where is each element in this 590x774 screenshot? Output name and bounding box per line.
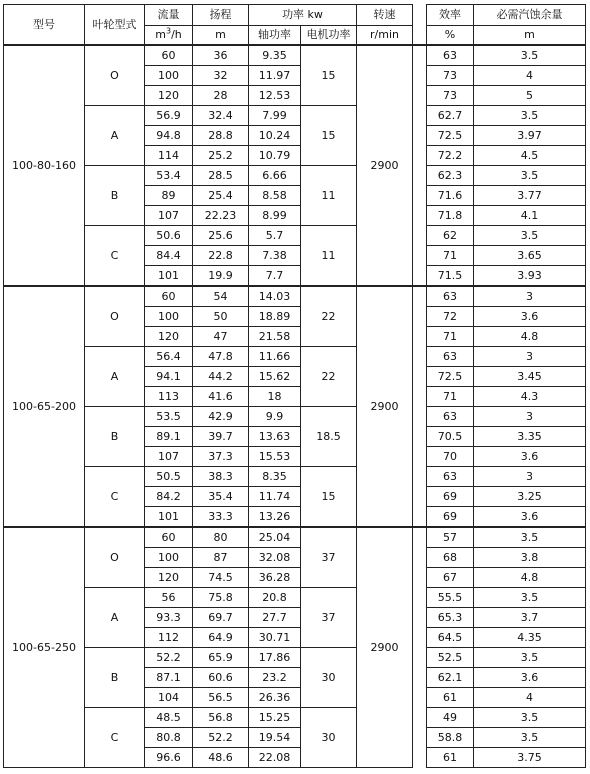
- motor-power-cell: 15: [301, 467, 357, 528]
- table-row: [4, 708, 586, 728]
- flow-cell: 60: [145, 286, 193, 307]
- npsh-cell: 3.5: [474, 527, 586, 548]
- unit-motor-power: 电机功率: [301, 26, 357, 46]
- motor-power-cell: 18.5: [301, 407, 357, 467]
- efficiency-cell: 49: [427, 708, 474, 728]
- shaft-power-cell: 12.53: [249, 86, 301, 106]
- shaft-power-cell: 22.08: [249, 748, 301, 768]
- header-power: 功率 kw: [249, 5, 357, 26]
- shaft-power-cell: 8.58: [249, 186, 301, 206]
- npsh-cell: 3.5: [474, 708, 586, 728]
- head-cell: 65.9: [193, 648, 249, 668]
- shaft-power-cell: 23.2: [249, 668, 301, 688]
- npsh-cell: 4.8: [474, 327, 586, 347]
- npsh-cell: 3.5: [474, 45, 586, 66]
- impeller-type-cell: A: [85, 588, 145, 648]
- table-row: [4, 407, 586, 427]
- npsh-cell: 3.75: [474, 748, 586, 768]
- unit-npsh: m: [474, 26, 586, 46]
- efficiency-cell: 71.8: [427, 206, 474, 226]
- flow-cell: 60: [145, 527, 193, 548]
- shaft-power-cell: 10.24: [249, 126, 301, 146]
- header-npsh: 必需汽蚀余量: [474, 5, 586, 26]
- efficiency-cell: 72: [427, 307, 474, 327]
- flow-cell: 94.1: [145, 367, 193, 387]
- unit-shaft-power: 轴功率: [249, 26, 301, 46]
- head-cell: 25.2: [193, 146, 249, 166]
- impeller-type-cell: O: [85, 45, 145, 106]
- table-row: [4, 588, 586, 608]
- table-row: [4, 286, 586, 307]
- head-cell: 32: [193, 66, 249, 86]
- efficiency-cell: 73: [427, 86, 474, 106]
- impeller-type-cell: B: [85, 166, 145, 226]
- efficiency-cell: 62.1: [427, 668, 474, 688]
- header-impeller: 叶轮型式: [85, 5, 145, 46]
- flow-cell: 120: [145, 327, 193, 347]
- shaft-power-cell: 18: [249, 387, 301, 407]
- efficiency-cell: 62: [427, 226, 474, 246]
- head-cell: 41.6: [193, 387, 249, 407]
- head-cell: 35.4: [193, 487, 249, 507]
- flow-cell: 84.4: [145, 246, 193, 266]
- efficiency-cell: 72.2: [427, 146, 474, 166]
- flow-cell: 56.4: [145, 347, 193, 367]
- efficiency-cell: 63: [427, 347, 474, 367]
- flow-cell: 104: [145, 688, 193, 708]
- efficiency-cell: 69: [427, 487, 474, 507]
- npsh-cell: 3.93: [474, 266, 586, 287]
- efficiency-cell: 70.5: [427, 427, 474, 447]
- table-row: [4, 106, 586, 126]
- head-cell: 42.9: [193, 407, 249, 427]
- table-row: [4, 226, 586, 246]
- header-efficiency: 效率: [427, 5, 474, 26]
- flow-cell: 89: [145, 186, 193, 206]
- efficiency-cell: 63: [427, 407, 474, 427]
- head-cell: 19.9: [193, 266, 249, 287]
- speed-cell: 2900: [357, 45, 413, 286]
- flow-cell: 100: [145, 548, 193, 568]
- shaft-power-cell: 9.35: [249, 45, 301, 66]
- npsh-cell: 3.5: [474, 166, 586, 186]
- head-cell: 50: [193, 307, 249, 327]
- head-cell: 80: [193, 527, 249, 548]
- npsh-cell: 3.45: [474, 367, 586, 387]
- speed-cell: 2900: [357, 527, 413, 768]
- unit-speed: r/min: [357, 26, 413, 46]
- head-cell: 39.7: [193, 427, 249, 447]
- efficiency-cell: 71.6: [427, 186, 474, 206]
- shaft-power-cell: 30.71: [249, 628, 301, 648]
- impeller-type-cell: O: [85, 527, 145, 588]
- npsh-cell: 4.3: [474, 387, 586, 407]
- head-cell: 37.3: [193, 447, 249, 467]
- head-cell: 64.9: [193, 628, 249, 648]
- flow-cell: 113: [145, 387, 193, 407]
- flow-cell: 100: [145, 66, 193, 86]
- flow-cell: 101: [145, 266, 193, 287]
- table-row: [4, 527, 586, 548]
- head-cell: 87: [193, 548, 249, 568]
- unit-flow-exponent: 3: [165, 26, 172, 36]
- impeller-type-cell: C: [85, 467, 145, 528]
- head-cell: 33.3: [193, 507, 249, 528]
- flow-cell: 114: [145, 146, 193, 166]
- shaft-power-cell: 7.38: [249, 246, 301, 266]
- pump-performance-table: [3, 4, 586, 768]
- efficiency-cell: 65.3: [427, 608, 474, 628]
- head-cell: 56.8: [193, 708, 249, 728]
- shaft-power-cell: 32.08: [249, 548, 301, 568]
- head-cell: 28.5: [193, 166, 249, 186]
- table-row: [4, 648, 586, 668]
- head-cell: 48.6: [193, 748, 249, 768]
- flow-cell: 53.5: [145, 407, 193, 427]
- header-head: 扬程: [193, 5, 249, 26]
- pump-spec-sheet: [3, 4, 585, 770]
- column-gap: [413, 286, 427, 527]
- flow-cell: 94.8: [145, 126, 193, 146]
- efficiency-cell: 67: [427, 568, 474, 588]
- shaft-power-cell: 17.86: [249, 648, 301, 668]
- head-cell: 25.4: [193, 186, 249, 206]
- efficiency-cell: 52.5: [427, 648, 474, 668]
- shaft-power-cell: 26.36: [249, 688, 301, 708]
- column-gap: [413, 527, 427, 768]
- head-cell: 69.7: [193, 608, 249, 628]
- npsh-cell: 3.35: [474, 427, 586, 447]
- npsh-cell: 3.5: [474, 226, 586, 246]
- head-cell: 75.8: [193, 588, 249, 608]
- npsh-cell: 3.6: [474, 447, 586, 467]
- model-cell: 100-65-200: [4, 286, 85, 527]
- flow-cell: 53.4: [145, 166, 193, 186]
- npsh-cell: 3.77: [474, 186, 586, 206]
- motor-power-cell: 22: [301, 347, 357, 407]
- shaft-power-cell: 15.53: [249, 447, 301, 467]
- head-cell: 74.5: [193, 568, 249, 588]
- shaft-power-cell: 27.7: [249, 608, 301, 628]
- efficiency-cell: 64.5: [427, 628, 474, 648]
- flow-cell: 96.6: [145, 748, 193, 768]
- shaft-power-cell: 10.79: [249, 146, 301, 166]
- head-cell: 28: [193, 86, 249, 106]
- shaft-power-cell: 7.99: [249, 106, 301, 126]
- unit-head: m: [193, 26, 249, 46]
- shaft-power-cell: 11.74: [249, 487, 301, 507]
- npsh-cell: 3.8: [474, 548, 586, 568]
- model-cell: 100-65-250: [4, 527, 85, 768]
- head-cell: 54: [193, 286, 249, 307]
- head-cell: 28.8: [193, 126, 249, 146]
- efficiency-cell: 62.7: [427, 106, 474, 126]
- column-gap: [413, 45, 427, 286]
- shaft-power-cell: 19.54: [249, 728, 301, 748]
- flow-cell: 120: [145, 568, 193, 588]
- unit-flow: [145, 26, 193, 46]
- shaft-power-cell: 14.03: [249, 286, 301, 307]
- header-row: [4, 5, 586, 26]
- motor-power-cell: 15: [301, 45, 357, 106]
- shaft-power-cell: 20.8: [249, 588, 301, 608]
- npsh-cell: 3.6: [474, 507, 586, 528]
- table-row: [4, 467, 586, 487]
- model-cell: 100-80-160: [4, 45, 85, 286]
- shaft-power-cell: 8.35: [249, 467, 301, 487]
- table-row: [4, 347, 586, 367]
- efficiency-cell: 72.5: [427, 126, 474, 146]
- shaft-power-cell: 7.7: [249, 266, 301, 287]
- impeller-type-cell: C: [85, 226, 145, 287]
- shaft-power-cell: 11.66: [249, 347, 301, 367]
- impeller-type-cell: A: [85, 347, 145, 407]
- efficiency-cell: 58.8: [427, 728, 474, 748]
- efficiency-cell: 63: [427, 467, 474, 487]
- flow-cell: 87.1: [145, 668, 193, 688]
- shaft-power-cell: 13.63: [249, 427, 301, 447]
- efficiency-cell: 63: [427, 45, 474, 66]
- motor-power-cell: 30: [301, 648, 357, 708]
- header-speed: 转速: [357, 5, 413, 26]
- impeller-type-cell: O: [85, 286, 145, 347]
- npsh-cell: 3.65: [474, 246, 586, 266]
- motor-power-cell: 37: [301, 527, 357, 588]
- header-flow: 流量: [145, 5, 193, 26]
- efficiency-cell: 70: [427, 447, 474, 467]
- shaft-power-cell: 18.89: [249, 307, 301, 327]
- speed-cell: 2900: [357, 286, 413, 527]
- npsh-cell: 3: [474, 407, 586, 427]
- shaft-power-cell: 11.97: [249, 66, 301, 86]
- efficiency-cell: 71.5: [427, 266, 474, 287]
- efficiency-cell: 71: [427, 387, 474, 407]
- head-cell: 60.6: [193, 668, 249, 688]
- flow-cell: 50.6: [145, 226, 193, 246]
- efficiency-cell: 71: [427, 246, 474, 266]
- motor-power-cell: 11: [301, 166, 357, 226]
- efficiency-cell: 61: [427, 688, 474, 708]
- shaft-power-cell: 15.62: [249, 367, 301, 387]
- npsh-cell: 4: [474, 66, 586, 86]
- npsh-cell: 3.97: [474, 126, 586, 146]
- npsh-cell: 3.6: [474, 668, 586, 688]
- impeller-type-cell: B: [85, 407, 145, 467]
- head-cell: 25.6: [193, 226, 249, 246]
- flow-cell: 60: [145, 45, 193, 66]
- efficiency-cell: 63: [427, 286, 474, 307]
- flow-cell: 93.3: [145, 608, 193, 628]
- shaft-power-cell: 25.04: [249, 527, 301, 548]
- efficiency-cell: 73: [427, 66, 474, 86]
- impeller-type-cell: B: [85, 648, 145, 708]
- shaft-power-cell: 5.7: [249, 226, 301, 246]
- efficiency-cell: 69: [427, 507, 474, 528]
- npsh-cell: 3.5: [474, 728, 586, 748]
- shaft-power-cell: 21.58: [249, 327, 301, 347]
- head-cell: 22.23: [193, 206, 249, 226]
- npsh-cell: 3.5: [474, 106, 586, 126]
- efficiency-cell: 61: [427, 748, 474, 768]
- flow-cell: 120: [145, 86, 193, 106]
- flow-cell: 101: [145, 507, 193, 528]
- flow-cell: 80.8: [145, 728, 193, 748]
- head-cell: 56.5: [193, 688, 249, 708]
- npsh-cell: 4.35: [474, 628, 586, 648]
- motor-power-cell: 15: [301, 106, 357, 166]
- header-model: 型号: [4, 5, 85, 46]
- table-row: [4, 166, 586, 186]
- flow-cell: 50.5: [145, 467, 193, 487]
- npsh-cell: 3.5: [474, 588, 586, 608]
- shaft-power-cell: 6.66: [249, 166, 301, 186]
- npsh-cell: 4.1: [474, 206, 586, 226]
- npsh-cell: 3: [474, 347, 586, 367]
- npsh-cell: 3.7: [474, 608, 586, 628]
- shaft-power-cell: 15.25: [249, 708, 301, 728]
- npsh-cell: 4.8: [474, 568, 586, 588]
- head-cell: 44.2: [193, 367, 249, 387]
- flow-cell: 56.9: [145, 106, 193, 126]
- motor-power-cell: 22: [301, 286, 357, 347]
- head-cell: 38.3: [193, 467, 249, 487]
- unit-efficiency: %: [427, 26, 474, 46]
- efficiency-cell: 72.5: [427, 367, 474, 387]
- npsh-cell: 5: [474, 86, 586, 106]
- npsh-cell: 3.6: [474, 307, 586, 327]
- shaft-power-cell: 9.9: [249, 407, 301, 427]
- flow-cell: 84.2: [145, 487, 193, 507]
- npsh-cell: 3: [474, 286, 586, 307]
- shaft-power-cell: 36.28: [249, 568, 301, 588]
- shaft-power-cell: 8.99: [249, 206, 301, 226]
- flow-cell: 56: [145, 588, 193, 608]
- flow-cell: 89.1: [145, 427, 193, 447]
- unit-flow-per-hour: /h: [171, 28, 182, 41]
- head-cell: 47.8: [193, 347, 249, 367]
- head-cell: 36: [193, 45, 249, 66]
- head-cell: 22.8: [193, 246, 249, 266]
- impeller-type-cell: A: [85, 106, 145, 166]
- flow-cell: 100: [145, 307, 193, 327]
- column-gap: [413, 5, 427, 46]
- flow-cell: 107: [145, 447, 193, 467]
- efficiency-cell: 62.3: [427, 166, 474, 186]
- flow-cell: 48.5: [145, 708, 193, 728]
- flow-cell: 107: [145, 206, 193, 226]
- npsh-cell: 3.5: [474, 648, 586, 668]
- motor-power-cell: 37: [301, 588, 357, 648]
- unit-flow-base: m: [155, 28, 166, 41]
- impeller-type-cell: C: [85, 708, 145, 768]
- head-cell: 52.2: [193, 728, 249, 748]
- head-cell: 32.4: [193, 106, 249, 126]
- shaft-power-cell: 13.26: [249, 507, 301, 528]
- efficiency-cell: 57: [427, 527, 474, 548]
- head-cell: 47: [193, 327, 249, 347]
- table-body: [4, 45, 586, 768]
- npsh-cell: 4: [474, 688, 586, 708]
- motor-power-cell: 11: [301, 226, 357, 287]
- flow-cell: 52.2: [145, 648, 193, 668]
- flow-cell: 112: [145, 628, 193, 648]
- efficiency-cell: 55.5: [427, 588, 474, 608]
- efficiency-cell: 68: [427, 548, 474, 568]
- efficiency-cell: 71: [427, 327, 474, 347]
- npsh-cell: 3: [474, 467, 586, 487]
- table-row: [4, 45, 586, 66]
- npsh-cell: 3.25: [474, 487, 586, 507]
- motor-power-cell: 30: [301, 708, 357, 768]
- npsh-cell: 4.5: [474, 146, 586, 166]
